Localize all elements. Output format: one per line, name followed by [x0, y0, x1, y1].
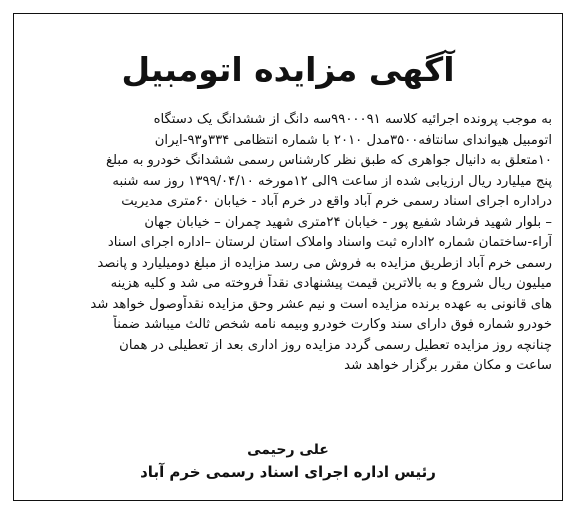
notice-body-line: چنانچه روز مزایده تعطیل رسمی گردد مزایده روز اداری بعد از تعطیلی در همان [119, 337, 552, 353]
notice-body-line: دراداره اجرای اسناد رسمی خرم آباد واقع در خرم آباد - خیابان ۶۰متری مدیریت [121, 194, 552, 209]
notice-body-line: اتومبیل هیواندای سانتافه۳۵۰۰مدل ۲۰۱۰ با شماره انتظامی ۳۳۴و۹۳-ایران [154, 132, 552, 148]
notice-body-line: ۱۰متعلق به دانیال جواهری که طبق نظر کارشناس رسمی ششدانگ خودرو به مبلغ [106, 153, 552, 168]
notice-body-line: رسمی خرم آباد ازطریق مزایده به فروش می رسد مزایده از مبلغ دومیلیارد و پانصد [97, 255, 552, 271]
notice-body-line: – بلوار شهید فرشاد شفیع پور - خیابان ۲۴متری شهید چمران – خیابان جهان [144, 214, 552, 230]
notice-body-line: به موجب پرونده اجرائیه کلاسه ۹۹۰۰۰۹۱سه دانگ از ششدانگ یک دستگاه [153, 112, 552, 127]
notice-body-line: آراء-ساختمان شماره ۲اداره ثبت واسناد واملاک استان لرستان –اداره اجرای اسناد [107, 235, 552, 250]
notice-body-line: پنج میلیارد ریال ارزیابی شده از ساعت ۹الی ۱۲مورخه ۱۳۹۹/۰۴/۱۰ روز سه شنبه [112, 173, 552, 189]
notice-body [26, 110, 552, 377]
signature-title: رئیس اداره اجرای اسناد رسمی خرم آباد [140, 463, 436, 481]
notice-body-line: خودرو شماره فوق دارای سند وکارت خودرو وبیمه نامه شخص ثالث میباشد ضمناً [113, 317, 552, 332]
signature-block [14, 440, 562, 484]
notice-body-line: میلیون ریال شروع و به بالاترین قیمت پیشنهادی نقداً فروخته می شد و کلیه هزینه [110, 276, 552, 291]
notice-title: آگهی مزایده اتومبیل [121, 50, 455, 89]
notice-body-line: ساعت و مکان مقرر برگزار خواهد شد [344, 358, 552, 373]
signature-name: علی رحیمی [247, 442, 329, 458]
auction-notice [13, 13, 563, 501]
notice-body-line: های قانونی به عهده برنده مزایده است و نیم عشر وحق مزایده نقداًوصول خواهد شد [90, 296, 552, 312]
